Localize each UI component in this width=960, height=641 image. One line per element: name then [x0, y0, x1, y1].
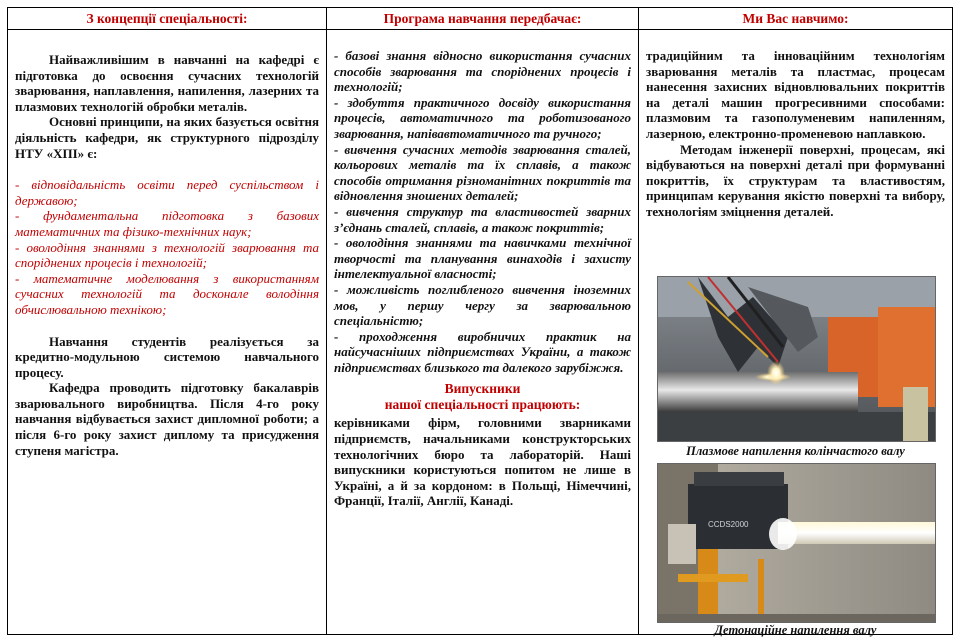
principle-item: - фундаментальна підготовка з базових математичних та фізико-технічних наук;: [15, 208, 319, 239]
detonation-spray-caption: Детонаційне напилення валу: [714, 623, 877, 637]
credit-module-text: Навчання студентів реалізується за кредитно-модульною системою навчального процесу.: [15, 333, 319, 380]
program-item: - вивчення сучасних методів зварювання сталей, кольорових металів та їх сплавів, а також способів отримання різноманітних покриттів та відновлення зношених деталей;: [334, 141, 631, 204]
program-item: - проходження виробничих практик на найсучасніших підприємствах України, а також підприємствах близького та далекого зарубіжжя.: [334, 328, 631, 375]
concept-intro: Найважливішим в навчанні на кафедрі є підготовка до освоєння сучасних технологій зварювання, наплавлення, напилення, лазерних та плазмових технологій обробки металів.: [15, 52, 319, 114]
program-column: [327, 8, 639, 634]
detonation-spray-photo: [657, 463, 936, 623]
teach-column: [639, 8, 952, 637]
plasma-spray-illustration: [658, 277, 936, 442]
program-item: - вивчення структур та властивостей зварних з’єднань сталей, сплавів, а також покриттів;: [334, 203, 631, 235]
concept-principles-intro: Основні принципи, на яких базується освітня діяльність кафедри, як структурного підрозділу НТУ «ХПІ» є:: [15, 114, 319, 161]
program-body: [327, 30, 638, 509]
detonation-spray-illustration: [658, 464, 936, 623]
program-heading: Програма навчання передбачає:: [327, 8, 638, 30]
principle-item: - відповідальність освіти перед суспільством і державою;: [15, 177, 319, 208]
teach-body: [639, 30, 952, 220]
teach-intro: традиційним та інноваційним технологіям зварювання металів та пластмас, процесам нанесення захисних відновлювальних покриттів на деталі машин прогресивними способами: плазмовим та газополуменевим напиленням, лазерною, електронно-променевою наплавкою.: [646, 48, 945, 141]
program-item: - можливість поглибленого вивчення іноземних мов, у першу чергу за зварювальною спеціальністю;: [334, 281, 631, 329]
concept-body: [8, 30, 326, 458]
machine-label: CCDS2000: [708, 520, 749, 529]
principle-item: - математичне моделювання з використанням сучасних технологій та досконале володіння обчислювальною технікою;: [15, 270, 319, 317]
concept-heading: З концепції спеціальності:: [8, 8, 326, 30]
principle-item: - оволодіння знаннями з технологій зварювання та споріднених процесів і технологій;: [15, 239, 319, 271]
program-item: - здобуття практичного досвіду використання процесів, автоматичного та роботизованого зварювання, напівавтоматичного та ручного;: [334, 94, 631, 141]
teach-methods: Методам інженерії поверхні, процесам, які відбуваються на поверхні деталі при формуванні покриттів, їх структурам та властивостям, принципам керування якістю поверхні та вибору, технологіям зміцнення деталей.: [646, 141, 945, 219]
program-item: - оволодіння знаннями та навичками технічної творчості та планування винаходів і захисту інтелектуальної власності;: [334, 235, 631, 282]
program-item: - базові знання відносно використання сучасних способів зварювання та споріднених процесів і технологій;: [334, 48, 631, 95]
graduates-text: керівниками фірм, головними зварниками підприємств, начальниками конструкторських технологічних бюро та лабораторій. Наші випускники користуються попитом не лише в Україні, а й за кордоном: в Польщі, Німеччині, Франції, Італії, Англії, Канаді.: [334, 415, 631, 509]
plasma-spray-caption: Плазмове напилення колінчастого валу: [686, 444, 905, 458]
concept-column: [8, 8, 327, 634]
degree-text: Кафедра проводить підготовку бакалаврів зварювального виробництва. Після 4-го року навчання відбувається захист дипломної роботи; а після 6-го року захист диплому та присудження ступеня магістра.: [15, 380, 319, 458]
plasma-spray-photo: [657, 276, 936, 442]
teach-heading: Ми Вас навчимо:: [639, 8, 952, 30]
graduates-subheading: нашої спеціальності працюють:: [384, 397, 581, 413]
graduates-heading: Випускники: [444, 381, 521, 397]
brochure-page: [7, 7, 953, 635]
